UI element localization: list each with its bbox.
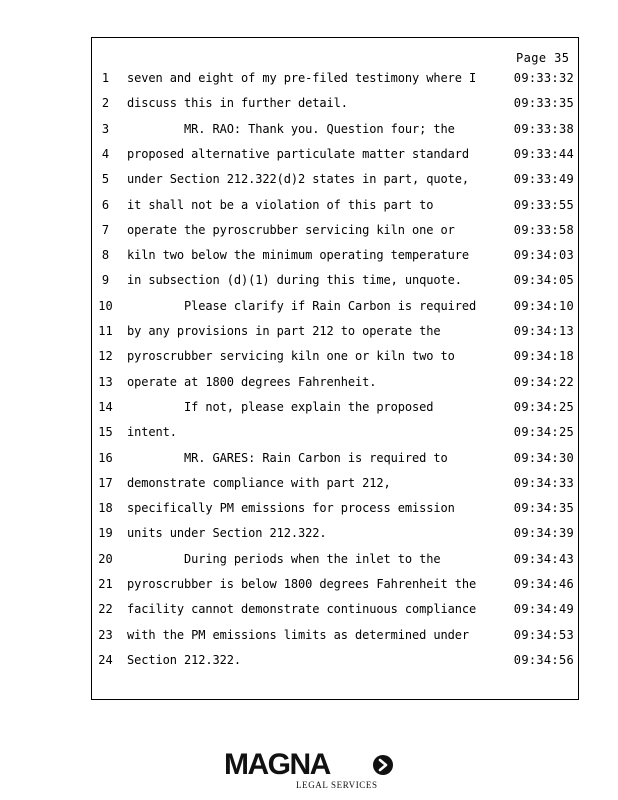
line-number: 23 — [98, 627, 113, 642]
transcript-line — [0, 449, 618, 467]
line-number: 15 — [98, 425, 113, 440]
line-text: discuss this in further detail. — [127, 96, 348, 111]
line-timestamp: 09:34:35 — [513, 501, 574, 516]
line-timestamp: 09:34:18 — [513, 349, 574, 364]
line-timestamp: 09:33:58 — [513, 222, 574, 237]
line-timestamp: 09:34:13 — [513, 324, 574, 338]
line-text: facility cannot demonstrate continuous compliance — [127, 602, 477, 617]
line-text: in subsection (d)(1) during this time, unquote. — [127, 273, 462, 288]
line-number: 20 — [98, 551, 113, 566]
line-number: 7 — [101, 222, 110, 237]
transcript-line — [0, 474, 618, 492]
line-text: During periods when the inlet to the — [184, 551, 441, 566]
line-timestamp: 09:33:49 — [513, 172, 574, 187]
line-text: If not, please explain the proposed — [184, 399, 434, 414]
magna-logo — [224, 750, 394, 792]
line-timestamp: 09:33:44 — [513, 146, 574, 161]
transcript-line — [0, 145, 618, 163]
transcript-line — [0, 69, 618, 87]
line-number: 24 — [98, 652, 113, 667]
line-timestamp: 09:34:46 — [513, 577, 574, 591]
transcript-line — [0, 499, 618, 517]
line-timestamp: 09:34:10 — [513, 298, 574, 313]
line-number: 11 — [98, 324, 113, 338]
line-number: 4 — [101, 146, 110, 161]
line-number: 9 — [101, 273, 110, 288]
line-timestamp: 09:34:25 — [513, 425, 574, 440]
line-timestamp: 09:34:56 — [513, 652, 574, 667]
line-timestamp: 09:34:22 — [513, 374, 574, 389]
transcript-line — [0, 600, 618, 618]
transcript-line — [0, 94, 618, 112]
transcript-line — [0, 575, 618, 593]
line-timestamp: 09:34:33 — [513, 475, 574, 490]
line-timestamp: 09:33:55 — [513, 197, 574, 212]
line-text: operate at 1800 degrees Fahrenheit. — [127, 374, 377, 389]
line-text: it shall not be a violation of this part to — [127, 197, 434, 212]
line-timestamp: 09:33:32 — [513, 71, 574, 85]
line-text: under Section 212.322(d)2 states in part, quote, — [127, 172, 469, 187]
line-text: proposed alternative particulate matter standard — [127, 146, 469, 161]
line-text: kiln two below the minimum operating temperature — [127, 248, 469, 263]
line-timestamp: 09:33:35 — [513, 96, 574, 111]
line-number: 12 — [98, 349, 113, 364]
transcript-line — [0, 221, 618, 239]
line-number: 14 — [98, 399, 113, 414]
line-number: 5 — [101, 172, 110, 187]
transcript-line — [0, 626, 618, 644]
line-number: 18 — [98, 501, 113, 516]
line-number: 16 — [98, 450, 113, 465]
line-text: pyroscrubber is below 1800 degrees Fahrenheit the — [127, 577, 477, 591]
line-number: 17 — [98, 475, 113, 490]
line-number: 21 — [98, 577, 113, 591]
line-text: by any provisions in part 212 to operate the — [127, 324, 441, 338]
line-timestamp: 09:34:03 — [513, 248, 574, 263]
transcript-line — [0, 373, 618, 391]
line-text: Please clarify if Rain Carbon is required — [184, 298, 477, 313]
logo-tagline: LEGAL SERVICES — [296, 780, 378, 790]
logo-wordmark: MAGNA — [224, 748, 330, 781]
transcript-line — [0, 651, 618, 669]
line-timestamp: 09:34:39 — [513, 526, 574, 541]
line-timestamp: 09:34:53 — [513, 627, 574, 642]
line-text: seven and eight of my pre-filed testimony where I — [127, 71, 477, 85]
page-number: Page 35 — [516, 51, 570, 65]
transcript-line — [0, 398, 618, 416]
transcript-line — [0, 196, 618, 214]
transcript-line — [0, 246, 618, 264]
line-number: 13 — [98, 374, 113, 389]
line-timestamp: 09:34:30 — [513, 450, 574, 465]
transcript-line — [0, 347, 618, 365]
transcript-line — [0, 423, 618, 441]
line-text: demonstrate compliance with part 212, — [127, 475, 391, 490]
line-number: 22 — [98, 602, 113, 617]
transcript-line — [0, 297, 618, 315]
line-text: Section 212.322. — [127, 652, 241, 667]
line-text: intent. — [127, 425, 177, 440]
line-number: 19 — [98, 526, 113, 541]
line-number: 10 — [98, 298, 113, 313]
chevron-right-circle-icon — [372, 754, 394, 776]
line-number: 1 — [101, 71, 110, 85]
line-text: with the PM emissions limits as determined under — [127, 627, 469, 642]
transcript-line — [0, 322, 618, 340]
line-number: 8 — [101, 248, 110, 263]
line-text: pyroscrubber servicing kiln one or kiln two to — [127, 349, 455, 364]
transcript-line — [0, 271, 618, 289]
line-text: specifically PM emissions for process emission — [127, 501, 455, 516]
line-timestamp: 09:34:49 — [513, 602, 574, 617]
line-number: 2 — [101, 96, 110, 111]
line-text: units under Section 212.322. — [127, 526, 327, 541]
transcript-line — [0, 550, 618, 568]
line-text: MR. GARES: Rain Carbon is required to — [184, 450, 448, 465]
line-text: MR. RAO: Thank you. Question four; the — [184, 121, 455, 136]
transcript-line — [0, 524, 618, 542]
line-text: operate the pyroscrubber servicing kiln one or — [127, 222, 455, 237]
line-timestamp: 09:34:25 — [513, 399, 574, 414]
line-number: 3 — [101, 121, 110, 136]
transcript-line — [0, 170, 618, 188]
line-number: 6 — [101, 197, 110, 212]
line-timestamp: 09:34:05 — [513, 273, 574, 288]
line-timestamp: 09:33:38 — [513, 121, 574, 136]
transcript-line — [0, 120, 618, 138]
line-timestamp: 09:34:43 — [513, 551, 574, 566]
